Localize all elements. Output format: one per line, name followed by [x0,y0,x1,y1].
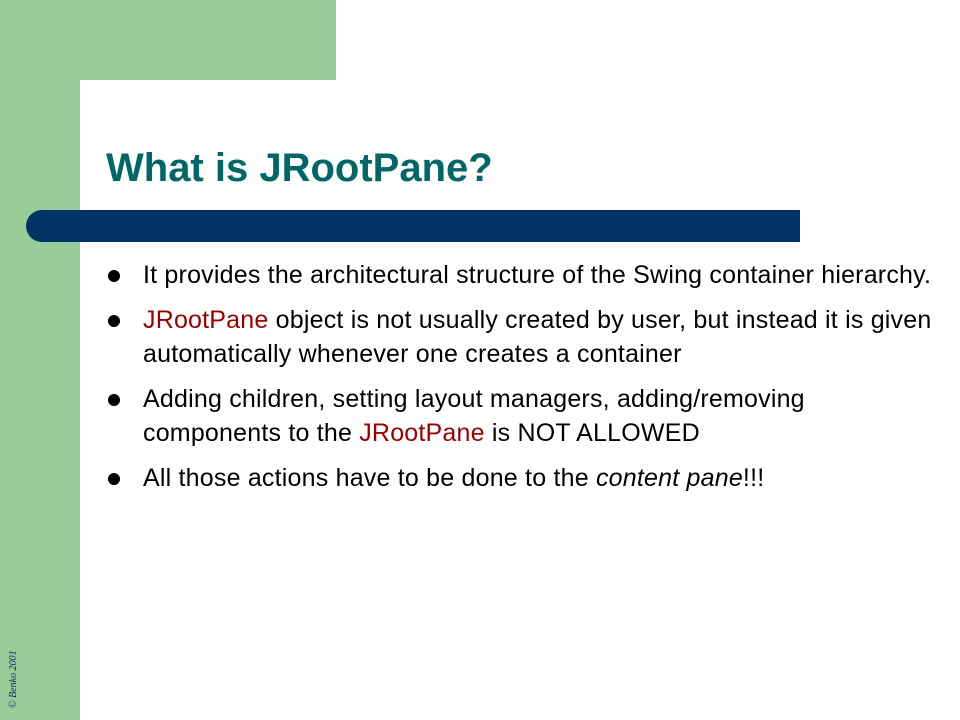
highlighted-term: JRootPane [143,306,269,334]
bullet-text: object is not usually created by user, but instead it is given automatically whenever one creates a container [143,306,932,368]
copyright-notice: © Benko 2001 [8,650,19,708]
bullet-text: Adding children, setting layout managers, adding/removing components to the [143,385,805,447]
green-sidebar [0,0,80,720]
bullet-item [106,461,936,495]
green-top-band [0,0,336,80]
bullet-dot-icon [108,315,120,327]
highlighted-term: JRootPane [359,419,485,447]
bullet-text: All those actions have to be done to the [143,464,596,492]
slide-title: What is JRootPane? [106,146,493,190]
bullet-dot-icon [108,473,120,485]
bullet-item [106,382,936,450]
emphasized-term: content pane [595,464,743,492]
title-underline-bar [26,210,800,242]
bullet-item [106,258,936,292]
bullet-dot-icon [108,394,120,406]
bullet-item [106,303,936,371]
bullet-text: It provides the architectural structure of the Swing container hierarchy. [143,261,932,289]
bullet-text: !!! [742,464,765,492]
bullet-list [106,258,936,506]
bullet-text: is NOT ALLOWED [484,419,700,447]
bullet-dot-icon [108,270,120,282]
